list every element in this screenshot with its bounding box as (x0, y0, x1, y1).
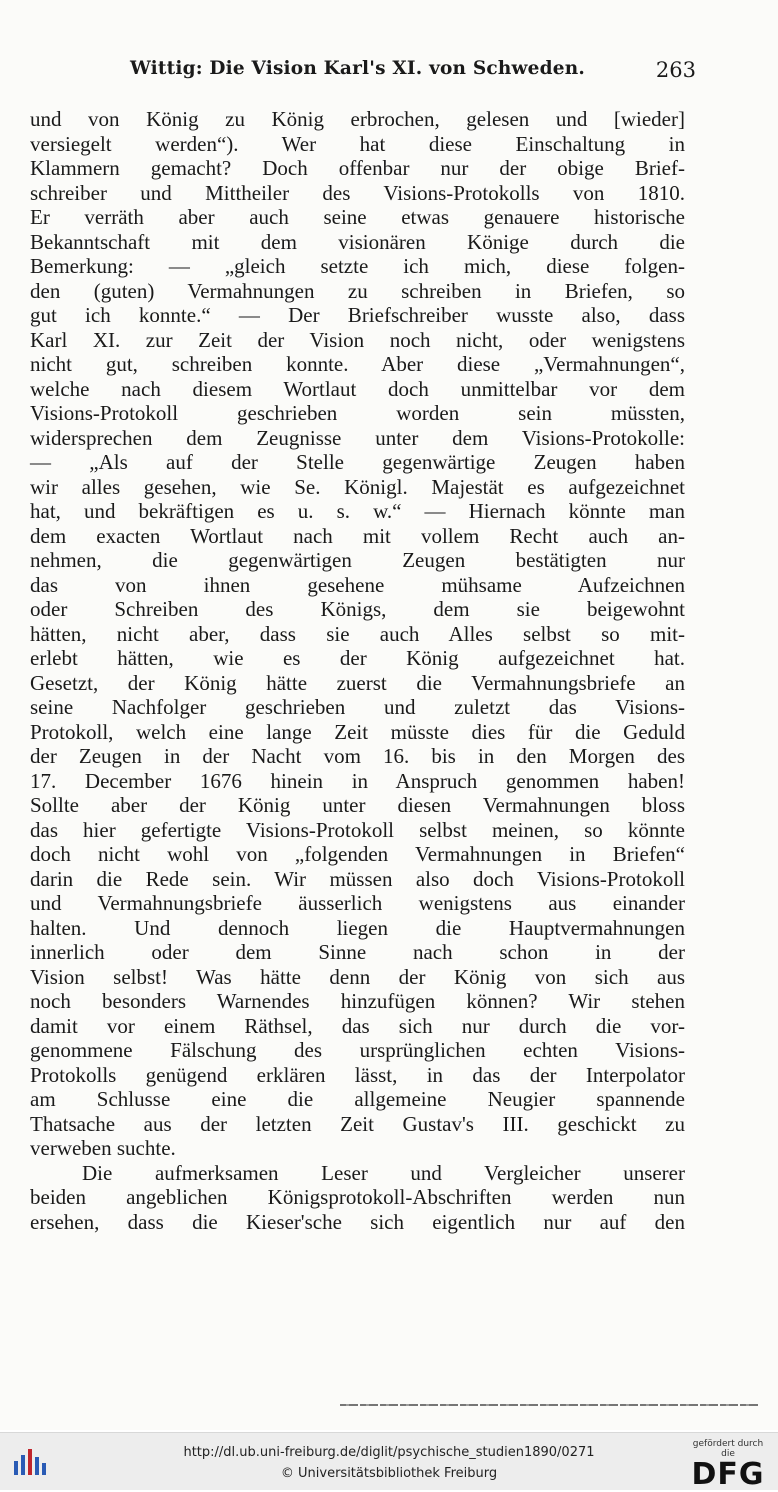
text-line: beiden angeblichen Königsprotokoll-Abschriften werden nun (30, 1185, 685, 1209)
text-line: und von König zu König erbrochen, gelesen und [wieder] (30, 107, 685, 131)
text-line: dem exacten Wortlaut nach mit vollem Recht auch an- (30, 523, 685, 548)
text-line: hätten, nicht aber, dass sie auch Alles selbst so mit- (30, 621, 685, 646)
text-line: und Vermahnungsbriefe äusserlich wenigstens aus einander (30, 891, 685, 915)
text-line: ersehen, dass die Kieser'sche sich eigentlich nur auf den (30, 1209, 685, 1234)
text-line: schreiber und Mittheiler des Visions-Protokolls von 1810. (30, 180, 685, 205)
text-line: Er verräth aber auch seine etwas genauere historische (30, 205, 685, 229)
text-line: — „Als auf der Stelle gegenwärtige Zeugen haben (30, 450, 685, 474)
viewer-footer (0, 1432, 778, 1490)
body-text (30, 107, 685, 1234)
text-line: seine Nachfolger geschrieben und zuletzt das Visions- (30, 695, 685, 719)
text-line: genommene Fälschung des ursprünglichen echten Visions- (30, 1038, 685, 1062)
text-line: Thatsache aus der letzten Zeit Gustav's III. geschickt zu (30, 1111, 685, 1136)
text-line: darin die Rede sein. Wir müssen also doch Visions-Protokoll (30, 866, 685, 891)
text-line: Bemerkung: — „gleich setzte ich mich, diese folgen- (30, 254, 685, 278)
text-line: Karl XI. zur Zeit der Vision noch nicht, oder wenigstens (30, 327, 685, 352)
text-line: gut ich konnte.“ — Der Briefschreiber wusste also, dass (30, 303, 685, 327)
text-line: innerlich oder dem Sinne nach schon in der (30, 940, 685, 964)
text-line: Klammern gemacht? Doch offenbar nur der obige Brief- (30, 156, 685, 180)
text-line: Bekanntschaft mit dem visionären Könige durch die (30, 229, 685, 254)
text-line: verweben suchte. (30, 1136, 176, 1160)
source-url[interactable]: http://dl.ub.uni-freiburg.de/diglit/psychische_studien1890/0271 (183, 1445, 595, 1460)
text-line: Vision selbst! Was hätte denn der König von sich aus (30, 964, 685, 989)
copyright-notice: © Universitätsbibliothek Freiburg (280, 1466, 498, 1481)
text-line: der Zeugen in der Nacht vom 16. bis in den Morgen des (30, 744, 685, 768)
text-line: doch nicht wohl von „folgenden Vermahnungen in Briefen“ (30, 842, 685, 866)
dfg-caption: gefördert durch die (692, 1439, 764, 1459)
text-line: versiegelt werden“). Wer hat diese Einschaltung in (30, 131, 685, 156)
text-line: am Schlusse eine die allgemeine Neugier spannende (30, 1087, 685, 1111)
text-line: nehmen, die gegenwärtigen Zeugen bestätigten nur (30, 548, 685, 572)
text-line: Die aufmerksamen Leser und Vergleicher unserer (82, 1160, 685, 1185)
dfg-wordmark: DFG (691, 1457, 765, 1492)
text-line: hat, und bekräftigen es u. s. w.“ — Hiernach könnte man (30, 499, 685, 523)
running-header (30, 58, 696, 86)
text-line: 17. December 1676 hinein in Anspruch genommen haben! (30, 768, 685, 793)
running-title: Wittig: Die Vision Karl's XI. von Schweden. (130, 58, 586, 79)
dfg-logo (688, 1439, 768, 1490)
text-line: noch besonders Warnendes hinzufügen können? Wir stehen (30, 989, 685, 1013)
text-line: damit vor einem Räthsel, das sich nur durch die vor- (30, 1013, 685, 1038)
scan-edge-rule (340, 1404, 760, 1406)
text-line: das hier gefertigte Visions-Protokoll selbst meinen, so könnte (30, 817, 685, 842)
text-line: nicht gut, schreiben konnte. Aber diese „Vermahnungen“, (30, 352, 685, 376)
text-line: das von ihnen gesehene mühsame Aufzeichnen (30, 572, 685, 597)
text-line: oder Schreiben des Königs, dem sie beigewohnt (30, 597, 685, 621)
text-line: Sollte aber der König unter diesen Vermahnungen bloss (30, 793, 685, 817)
text-line: Visions-Protokoll geschrieben worden sein müssten, (30, 401, 685, 425)
text-line: wir alles gesehen, wie Se. Königl. Majestät es aufgezeichnet (30, 474, 685, 499)
page-number: 263 (655, 58, 696, 82)
text-line: widersprechen dem Zeugnisse unter dem Visions-Protokolle: (30, 425, 685, 450)
text-line: halten. Und dennoch liegen die Hauptvermahnungen (30, 915, 685, 940)
text-line: Protokolls genügend erklären lässt, in das der Interpolator (30, 1062, 685, 1087)
text-line: Protokoll, welch eine lange Zeit müsste dies für die Geduld (30, 719, 685, 744)
text-line: den (guten) Vermahnungen zu schreiben in Briefen, so (30, 278, 685, 303)
text-line: Gesetzt, der König hätte zuerst die Vermahnungsbriefe an (30, 670, 685, 695)
text-line: welche nach diesem Wortlaut doch unmittelbar vor dem (30, 376, 685, 401)
text-line: erlebt hätten, wie es der König aufgezeichnet hat. (30, 646, 685, 670)
